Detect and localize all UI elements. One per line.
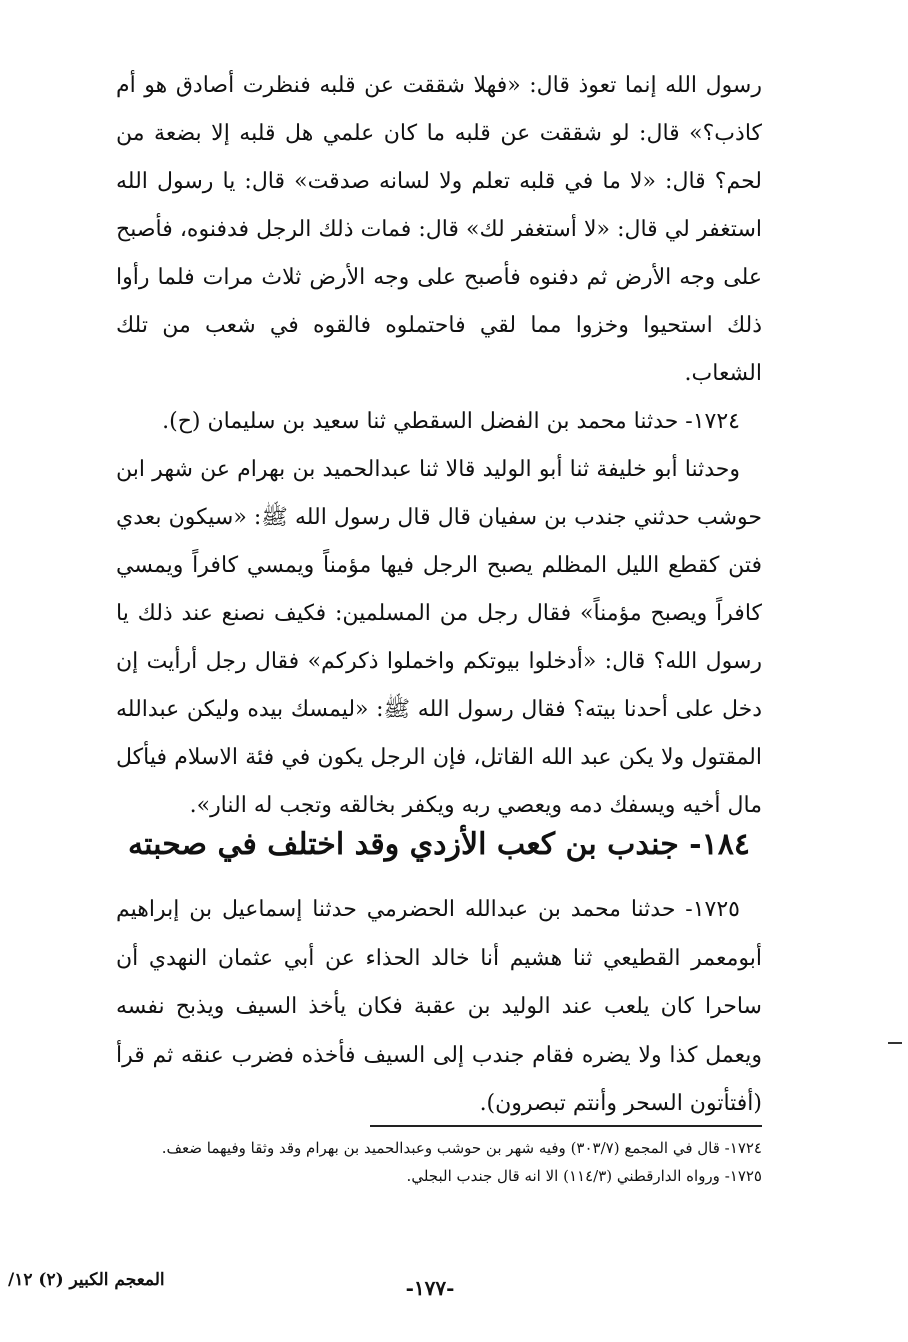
footnote-divider bbox=[370, 1125, 762, 1127]
footnote-1724: ١٧٢٤- قال في المجمع (٣٠٣/٧) وفيه شهر بن حوشب وعبدالحميد بن بهرام وقد وثقا وفيهما ضعف. bbox=[161, 1139, 762, 1157]
footnote-1725: ١٧٢٥- ورواه الدارقطني (١١٤/٣) الا انه قال جندب البجلي. bbox=[406, 1167, 762, 1185]
margin-mark bbox=[888, 1042, 902, 1044]
hadith-1724-chain: ١٧٢٤- حدثنا محمد بن الفضل السقطي ثنا سعيد بن سليمان (ح). bbox=[162, 409, 740, 434]
section-heading: ١٨٤- جندب بن كعب الأزدي وقد اختلف في صحبته bbox=[128, 827, 750, 862]
page-number: -١٧٧- bbox=[405, 1276, 455, 1300]
footnotes bbox=[116, 1136, 762, 1192]
hadith-text-block bbox=[116, 62, 762, 830]
hadith-1725-block bbox=[116, 886, 762, 1129]
paragraph-continuation: رسول الله إنما تعوذ قال: «فهلا شققت عن قلبه فنظرت أصادق هو أم كاذب؟» قال: لو شققت عن قلبه ما كان علمي هل قلبه إلا بضعة من لحم؟ قال: «لا ما في قلبه تعلم ولا لسانه صدقت» قال: يا رسول الله استغفر لي قال: «لا أستغفر لك» قال: فمات ذلك الرجل فدفنوه، فأصبح على وجه الأرض ثم دفنوه فأصبح على وجه الأرض ثلاث مرات فلما رأوا ذلك استحيوا وخزوا مما لقي فاحتملوه فالقوه في شعب من تلك الشعاب. bbox=[116, 73, 762, 386]
hadith-1724-text: وحدثنا أبو خليفة ثنا أبو الوليد قالا ثنا عبدالحميد بن بهرام عن شهر ابن حوشب حدثني جندب بن سفيان قال قال رسول الله ﷺ: «سيكون بعدي فتن كقطع الليل المظلم يصبح الرجل فيها مؤمناً ويمسي كافراً ويمسي كافراً ويصبح مؤمناً» فقال رجل من المسلمين: فكيف نصنع عند ذلك يا رسول الله؟ قال: «أدخلوا بيوتكم واخملوا ذكركم» فقال رجل أرأيت إن دخل على أحدنا بيته؟ فقال رسول الله ﷺ: «ليمسك بيده وليكن عبدالله المقتول ولا يكن عبد الله القاتل، فإن الرجل يكون في فئة الاسلام فيأكل مال أخيه ويسفك دمه ويعصي ربه ويكفر بخالقه وتجب له النار». bbox=[116, 457, 762, 818]
hadith-1725-text: ١٧٢٥- حدثنا محمد بن عبدالله الحضرمي حدثنا إسماعيل بن إبراهيم أبومعمر القطيعي ثنا هشيم أنا خالد الحذاء عن أبي عثمان النهدي أن ساحرا كان يلعب عند الوليد بن عقبة فكان يأخذ السيف ويذبح نفسه ويعمل كذا ولا يضره فقام جندب إلى السيف فأخذه فضرب عنقه ثم قرأ (أفتأتون السحر وأنتم تبصرون). bbox=[116, 897, 762, 1116]
running-footer: المعجم الكبير (٢) ١٢/ bbox=[8, 1270, 165, 1290]
